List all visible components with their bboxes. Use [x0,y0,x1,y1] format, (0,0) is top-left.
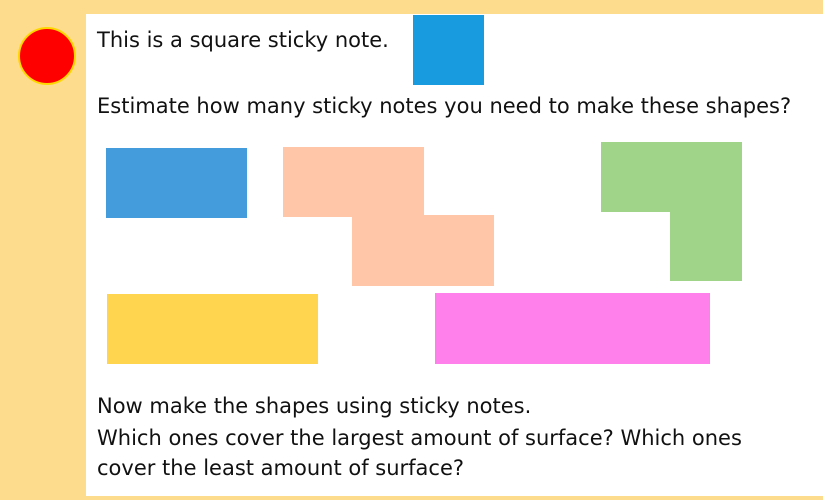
peach-z-shape-bottom [352,215,494,286]
largest-surface-question: Which ones cover the largest amount of surface? Which ones [97,426,742,450]
square-note-caption: This is a square sticky note. [97,28,389,52]
blue-rectangle-shape [106,148,247,218]
pink-rectangle-shape [435,293,710,364]
red-circle-icon [18,27,76,85]
peach-z-shape-top [283,147,424,217]
make-shapes-instruction: Now make the shapes using sticky notes. [97,394,532,418]
green-l-shape-column [670,210,742,281]
sample-square-sticky-note [413,15,484,85]
frame-top-border [0,0,823,14]
least-surface-question: cover the least amount of surface? [97,456,465,480]
green-l-shape-top [601,142,742,212]
frame-bottom-border [0,496,823,500]
estimate-question: Estimate how many sticky notes you need to make these shapes? [97,94,792,118]
yellow-rectangle-shape [107,294,318,364]
